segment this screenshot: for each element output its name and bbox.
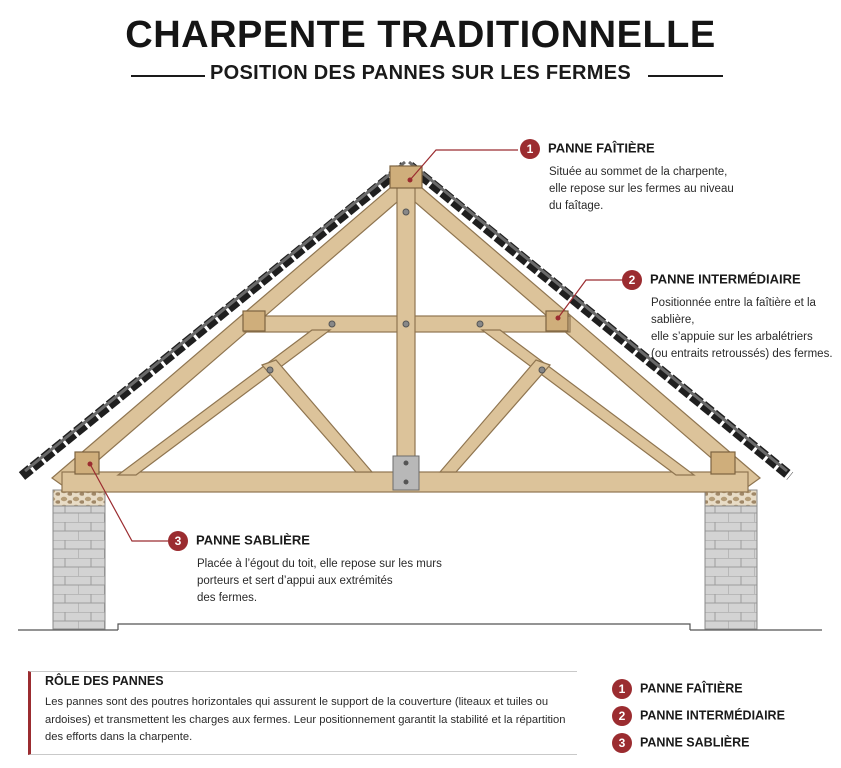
- legend-item: [612, 679, 785, 706]
- intermediate-purlin-left: [243, 311, 265, 331]
- callout-title: PANNE FAÎTIÈRE: [548, 140, 655, 156]
- legend-label: PANNE INTERMÉDIAIRE: [640, 708, 785, 723]
- callout-number-badge: 1: [520, 139, 540, 159]
- wall-plate-left: [75, 452, 99, 474]
- callout-number-badge: 3: [168, 531, 188, 551]
- legend: [612, 679, 785, 760]
- page-title: CHARPENTE TRADITIONNELLE: [125, 14, 716, 56]
- legend-label: PANNE FAÎTIÈRE: [640, 681, 743, 696]
- intermediate-purlin-right: [546, 311, 568, 331]
- callout-intermediate-purlin: [622, 270, 841, 363]
- legend-number-badge: 2: [612, 706, 632, 726]
- info-title: RÔLE DES PANNES: [45, 674, 164, 688]
- king-post: [397, 186, 415, 474]
- page-subtitle: POSITION DES PANNES SUR LES FERMES: [209, 62, 631, 84]
- info-box: [28, 671, 577, 755]
- legend-item: [612, 706, 785, 733]
- callout-wall-plate: [168, 531, 442, 607]
- info-text: Les pannes sont des poutres horizontales qui assurent le support de la couverture (liteaux et tuiles ou ardoises) et transmettent les charges aux fermes. Leur positionnement garantit la stabilité et la répartition des efforts dans la charpente.: [45, 696, 566, 743]
- callout-title: PANNE SABLIÈRE: [196, 532, 310, 548]
- callout-text: Située au sommet de la charpente, elle repose sur les fermes au niveau du faîtage.: [549, 166, 734, 212]
- callout-ridge-purlin: [520, 139, 734, 215]
- wall-plate-right: [711, 452, 735, 474]
- ridge-purlin: [390, 166, 422, 188]
- callout-number-badge: 2: [622, 270, 642, 290]
- callout-text: Positionnée entre la faîtière et la sablière, elle s’appuie sur les arbalétriers (ou entraits retroussés) des fermes.: [651, 297, 833, 360]
- legend-item: [612, 733, 785, 760]
- legend-label: PANNE SABLIÈRE: [640, 735, 750, 750]
- legend-number-badge: 3: [612, 733, 632, 753]
- callout-title: PANNE INTERMÉDIAIRE: [650, 271, 801, 287]
- right-wall: [705, 505, 757, 629]
- legend-number-badge: 1: [612, 679, 632, 699]
- callout-text: Placée à l’égout du toit, elle repose sur les murs porteurs et sert d’appui aux extrémités des fermes.: [197, 558, 442, 604]
- left-wall: [53, 505, 105, 629]
- ground-line: [18, 624, 822, 630]
